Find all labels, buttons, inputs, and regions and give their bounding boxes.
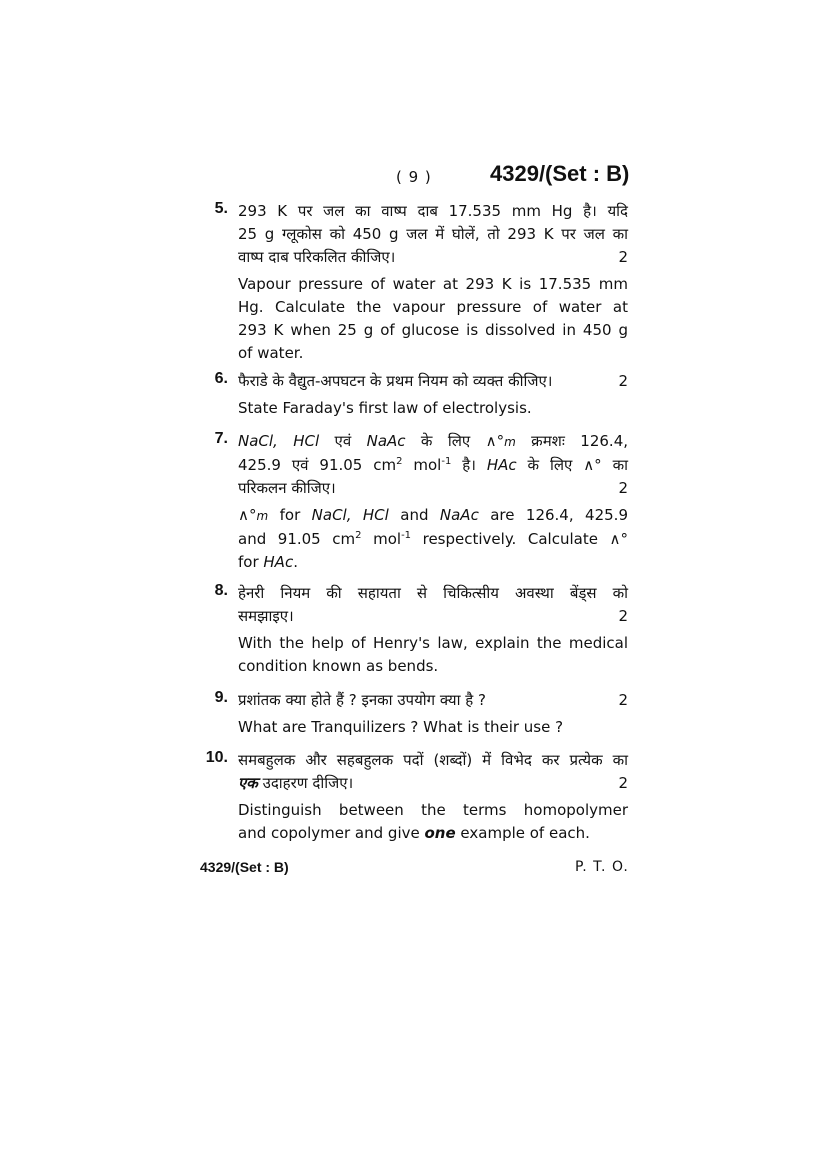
english-line: Hg. Calculate the vapour pressure of water at — [238, 298, 628, 316]
superscript: 2 — [355, 530, 362, 541]
hindi-line — [238, 454, 628, 477]
text: . — [293, 553, 298, 571]
english-line — [238, 504, 628, 528]
formula: HAc — [263, 553, 294, 571]
english-line: State Faraday's first law of electrolysis. — [238, 399, 532, 417]
marks: 2 — [618, 774, 628, 792]
footer-pto: P. T. O. — [575, 859, 629, 875]
text: mol — [361, 530, 402, 548]
hindi-last-row — [238, 246, 628, 269]
hindi-line: हेनरी नियम की सहायता से चिकित्सीय अवस्था बेंड्स को — [238, 584, 628, 602]
marks: 2 — [618, 691, 628, 709]
text: एवं — [319, 432, 367, 450]
hindi-line — [238, 772, 353, 795]
formula: NaCl, HCl — [311, 506, 389, 524]
english-text — [238, 504, 628, 574]
question-body — [238, 430, 628, 574]
hindi-line: परिकलन कीजिए। — [238, 479, 336, 497]
english-line — [238, 528, 628, 551]
question-number: 6. — [214, 370, 228, 387]
hindi-last-row — [238, 772, 628, 795]
question-number: 7. — [214, 430, 228, 447]
text: के लिए ∧° — [405, 432, 505, 450]
formula: NaAc — [439, 506, 479, 524]
question-number: 5. — [214, 200, 228, 217]
hindi-line — [238, 430, 628, 454]
english-line: 293 K when 25 g of glucose is dissolved in 450 g — [238, 321, 628, 339]
formula: NaCl, HCl — [238, 432, 320, 450]
text: mol — [402, 456, 442, 474]
formula: NaAc — [366, 432, 406, 450]
hindi-line: प्रशांतक क्या होते हैं ? इनका उपयोग क्या है ? — [238, 691, 486, 709]
english-line: Vapour pressure of water at 293 K is 17.535 mm — [238, 275, 628, 293]
english-line: Distinguish between the terms homopolymer — [238, 801, 628, 819]
emphasis: एक — [238, 774, 258, 792]
question-body — [238, 749, 628, 845]
text: क्रमशः 126.4, — [515, 432, 629, 450]
emphasis: one — [424, 824, 456, 842]
english-line — [238, 822, 628, 845]
question-number: 8. — [214, 582, 228, 599]
english-line: With the help of Henry's law, explain the medical — [238, 634, 628, 652]
hindi-line: समबहुलक और सहबहुलक पदों (शब्दों) में विभेद कर प्रत्येक का — [238, 751, 628, 769]
question-body — [238, 370, 628, 420]
superscript: -1 — [441, 456, 452, 467]
marks: 2 — [618, 607, 628, 625]
hindi-line: 293 K पर जल का वाष्प दाब 17.535 mm Hg है। यदि — [238, 202, 628, 220]
english-line: What are Tranquilizers ? What is their use ? — [238, 718, 564, 736]
paper-code: 4329/(Set : B) — [490, 161, 630, 186]
text: 425.9 एवं 91.05 cm — [238, 456, 397, 474]
hindi-last-row — [238, 689, 628, 712]
question-body — [238, 689, 628, 739]
hindi-line: समझाइए। — [238, 607, 294, 625]
hindi-last-row — [238, 370, 628, 393]
english-text — [238, 799, 628, 845]
text: and 91.05 cm — [238, 530, 356, 548]
text: example of each. — [455, 824, 590, 842]
question-body — [238, 582, 628, 678]
hindi-line: 25 g ग्लूकोस को 450 g जल में घोलें, तो 293 K पर जल का — [238, 225, 628, 243]
text: के लिए ∧° का — [516, 456, 628, 474]
english-text — [238, 632, 628, 678]
hindi-last-row — [238, 477, 628, 500]
question-body — [238, 200, 628, 365]
marks: 2 — [618, 479, 628, 497]
hindi-line: वाष्प दाब परिकलित कीजिए। — [238, 248, 396, 266]
english-text — [238, 273, 628, 365]
marks: 2 — [618, 248, 628, 266]
english-text — [238, 716, 628, 739]
text: and — [388, 506, 440, 524]
hindi-line: फैराडे के वैद्युत-अपघटन के प्रथम नियम को व्यक्त कीजिए। — [238, 372, 553, 390]
formula: HAc — [486, 456, 517, 474]
page-number: ( 9 ) — [396, 168, 432, 186]
english-line: condition known as bends. — [238, 657, 439, 675]
text: for — [238, 553, 264, 571]
question-number: 9. — [214, 689, 228, 706]
english-line — [238, 551, 628, 574]
hindi-last-row — [238, 605, 628, 628]
text: for — [268, 506, 312, 524]
text: ∧° — [238, 506, 257, 524]
english-line: of water. — [238, 344, 304, 362]
subscript: m — [504, 435, 516, 449]
text: उदाहरण दीजिए। — [257, 774, 354, 792]
english-text — [238, 397, 628, 420]
footer-paper-code: 4329/(Set : B) — [200, 859, 289, 875]
text: are 126.4, 425.9 — [478, 506, 628, 524]
text: respectively. Calculate ∧° — [411, 530, 628, 548]
question-number: 10. — [205, 749, 228, 766]
superscript: -1 — [401, 530, 412, 541]
superscript: 2 — [396, 456, 403, 467]
subscript: m — [256, 509, 269, 523]
text: and copolymer and give — [238, 824, 425, 842]
marks: 2 — [618, 372, 628, 390]
text: है। — [451, 456, 487, 474]
